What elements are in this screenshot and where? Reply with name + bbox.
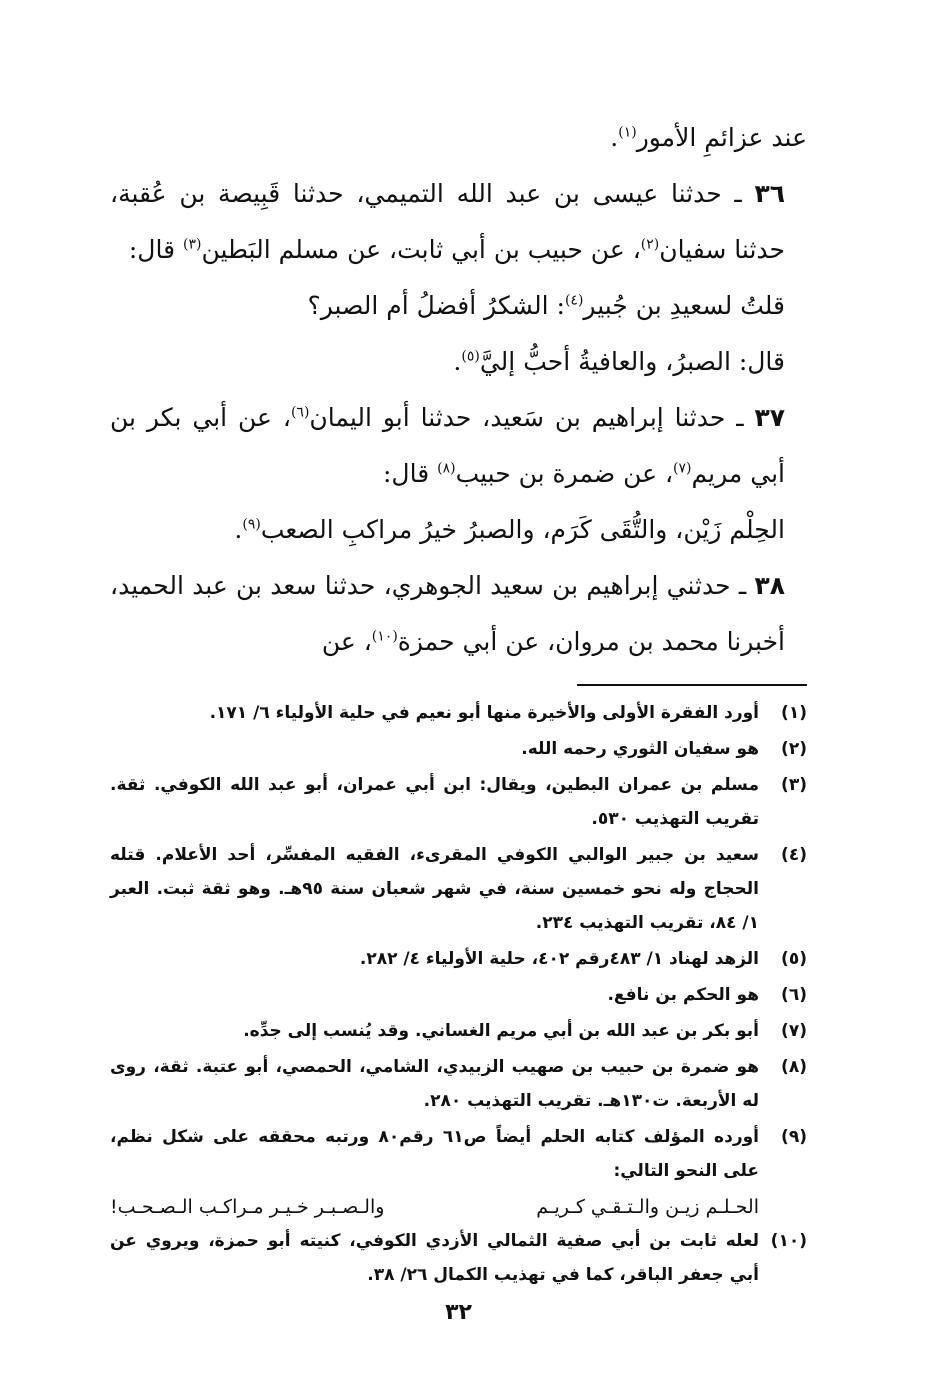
footnote-ref-9[interactable]: (٩)	[242, 516, 261, 533]
text: ـ حدثنا عيسى بن عبد الله التميمي، حدثنا قَبِيصة بن عُقبة، حدثنا سفيان	[110, 179, 785, 264]
hadith-number: ٣٨	[754, 571, 785, 600]
footnote-text: هو سفيان الثوري رحمه الله.	[521, 739, 759, 759]
main-text	[110, 110, 807, 670]
footnote-text: أبو بكر بن عبد الله بن أبي مريم الغساني. وقد يُنسب إلى جدِّه.	[243, 1021, 759, 1041]
footnote-number: (٧)	[781, 1021, 807, 1041]
footnote-number: (٨)	[781, 1057, 807, 1077]
text: : الشكرُ أفضلُ أم الصبر؟	[307, 291, 565, 320]
footnote-divider	[577, 684, 807, 686]
footnote-text: أورده المؤلف كتابه الحلم أيضاً ص٦١ رقم٨٠ ورتبه محققه على شكل نظم، على النحو التالي:	[110, 1127, 759, 1181]
footnote-text: لعله ثابت بن أبي صفية الثمالي الأزدي الكوفي، كنيته أبو حمزة، ويروي عن أبي جعفر الباقر، كما في تهذيب الكمال ٢٦/ ٣٨.	[110, 1231, 759, 1285]
footnote-5	[110, 942, 807, 976]
poem-first-hemistich: الحـلـم زيـن والـتـقـي كـريـم	[536, 1196, 759, 1218]
text: ، عن ضمرة بن حبيب	[455, 459, 674, 488]
footnote-ref-3[interactable]: (٣)	[182, 236, 202, 253]
footnote-text: الزهد لهناد ١/ ٤٨٣رقم ٤٠٢، حلية الأولياء ٤/ ٢٨٢.	[359, 949, 759, 969]
footnote-1	[110, 696, 807, 730]
hadith-38	[110, 558, 807, 670]
hadith-number: ٣٦	[754, 179, 785, 208]
footnote-4	[110, 838, 807, 940]
footnote-text: أورد الفقرة الأولى والأخيرة منها أبو نعيم في حلية الأولياء ٦/ ١٧١.	[209, 703, 759, 723]
footnote-9	[110, 1120, 807, 1188]
footnotes	[110, 696, 807, 1294]
text: .	[453, 347, 462, 376]
footnote-text: مسلم بن عمران البطين، ويقال: ابن أبي عمران، أبو عبد الله الكوفي. ثقة. تقريب التهذيب ٥٣٠.	[110, 775, 759, 829]
footnote-ref-7[interactable]: (٧)	[673, 460, 692, 477]
footnote-number: (٤)	[781, 845, 807, 865]
footnote-7	[110, 1014, 807, 1048]
footnote-ref-10[interactable]: (١٠)	[371, 628, 398, 645]
text: ـ حدثنا إبراهيم بن سَعيد، حدثنا أبو اليمان	[309, 403, 755, 432]
footnote-number: (٣)	[781, 775, 807, 795]
footnote-ref-4[interactable]: (٤)	[564, 292, 584, 309]
footnote-number: (٥)	[781, 949, 807, 969]
footnote-number: (١٠)	[770, 1231, 807, 1251]
hadith-37	[110, 390, 807, 502]
text: .	[234, 515, 243, 544]
hadith-number: ٣٧	[754, 403, 786, 432]
poem-verse	[110, 1190, 807, 1224]
footnote-number: (١)	[781, 703, 807, 723]
footnote-3	[110, 768, 807, 836]
quote-3	[110, 502, 807, 558]
footnote-number: (٢)	[781, 739, 807, 759]
text: ، عن	[321, 627, 372, 656]
text: الحِلْم زَيْن، والتُّقَى كَرَم، والصبرُ خيرُ مراكبِ الصعب	[260, 515, 785, 544]
text: ، عن حبيب بن أبي ثابت، عن مسلم البَطين	[201, 235, 641, 264]
footnote-10	[110, 1224, 807, 1292]
quote-2	[110, 334, 807, 390]
footnote-ref-6[interactable]: (٦)	[290, 404, 310, 421]
text: قال:	[383, 459, 438, 488]
book-page	[110, 0, 807, 1390]
footnote-text: هو ضمرة بن حبيب بن صهيب الزبيدي، الشامي، الحمصي، أبو عتبة. ثقة، روى له الأربعة. ت١٣٠هـ. تقريب التهذيب ٢٨٠.	[110, 1057, 759, 1111]
paragraph-0	[110, 110, 807, 166]
hadith-36	[110, 166, 807, 278]
poem-second-hemistich: والـصـبـر خـيـر مـراكـب الـصـحـب!	[110, 1196, 385, 1218]
footnote-ref-8[interactable]: (٨)	[437, 460, 456, 477]
footnote-number: (٩)	[781, 1127, 807, 1147]
footnote-8	[110, 1050, 807, 1118]
text: .	[610, 123, 619, 152]
footnote-text: سعيد بن جبير الوالبي الكوفي المقرىء، الفقيه المفسِّر، أحد الأعلام. قتله الحجاج وله نحو خمسين سنة، في شهر شعبان سنة ٩٥هـ. وهو ثقة ثبت. العبر ١/ ٨٤، تقريب التهذيب ٢٣٤.	[110, 845, 759, 933]
footnote-number: (٦)	[781, 985, 807, 1005]
text: ـ حدثني إبراهيم بن سعيد الجوهري، حدثنا سعد بن عبد الحميد، أخبرنا محمد بن مروان، عن أبي حمزة	[110, 571, 785, 656]
text: قال:	[128, 235, 183, 264]
footnote-ref-1[interactable]: (١)	[618, 124, 637, 141]
footnote-6	[110, 978, 807, 1012]
text: قلتُ لسعيدِ بن جُبير	[583, 291, 785, 320]
footnote-ref-2[interactable]: (٢)	[640, 236, 660, 253]
text: قال: الصبرُ، والعافيةُ أحبُّ إليَّ	[479, 347, 785, 376]
text: ، عن أبي بكر بن أبي مريم	[110, 403, 785, 488]
footnote-text: هو الحكم بن نافع.	[607, 985, 759, 1005]
footnote-2	[110, 732, 807, 766]
page-number: ٣٢	[445, 1300, 472, 1325]
quote-1	[110, 278, 807, 334]
text: عند عزائمِ الأمور	[636, 123, 807, 152]
footnote-ref-5[interactable]: (٥)	[461, 348, 480, 365]
